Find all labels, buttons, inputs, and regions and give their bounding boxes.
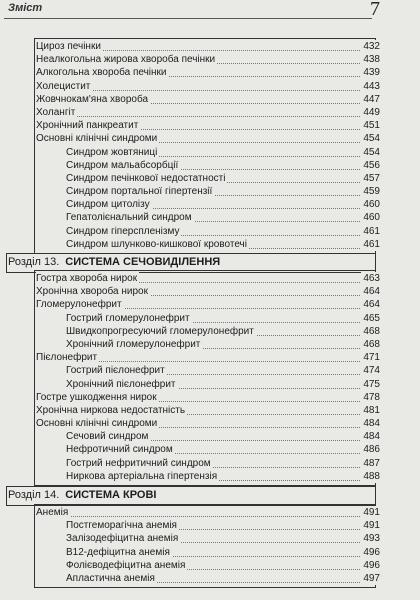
toc-subentry[interactable]: Гострий нефритичний синдром 487: [66, 457, 380, 469]
toc-subentry[interactable]: Синдром мальабсорбції 456: [66, 159, 380, 171]
toc-subentry[interactable]: Синдром шлунково-кишкової кровотечі 461: [66, 238, 380, 250]
toc-entry[interactable]: Холангіт 449: [36, 106, 380, 118]
toc-subentry[interactable]: Гострий пієлонефрит 474: [66, 365, 380, 377]
toc-subentry[interactable]: Швидкопрогресуючий гломерулонефрит 468: [66, 325, 380, 337]
toc-subentry[interactable]: Синдром жовтяниці 454: [66, 146, 380, 158]
header-divider: [4, 18, 372, 19]
toc-subentry[interactable]: Залізодефіцитна анемія 493: [66, 533, 380, 545]
toc-subentry[interactable]: Хронічний гломерулонефрит 468: [66, 338, 380, 350]
toc-subentry[interactable]: B12-дефіцитна анемія 496: [66, 546, 380, 558]
toc-entry[interactable]: Хронічна хвороба нирок 464: [36, 286, 380, 298]
toc-entry[interactable]: Анемія 491: [36, 507, 380, 518]
toc-subentry[interactable]: Синдром цитолізу 460: [66, 199, 380, 211]
page-number: 7: [370, 0, 380, 20]
toc-subentry[interactable]: Постгеморагічна анемія 491: [66, 520, 380, 532]
toc-subentry[interactable]: Ниркова артеріальна гіпертензія 488: [66, 470, 380, 482]
toc-subentry[interactable]: Синдром гіперспленізму 461: [66, 225, 380, 237]
toc-subentry[interactable]: Гепатолієнальний синдром 460: [66, 212, 380, 224]
section-heading-13[interactable]: Розділ 13. СИСТЕМА СЕЧОВИДІЛЕННЯ: [8, 256, 221, 268]
toc-entry[interactable]: Жовчнокам'яна хвороба 447: [36, 93, 380, 105]
toc-entry[interactable]: Основні клінічні синдроми 484: [36, 418, 380, 430]
toc-subentry[interactable]: Гострий гломерулонефрит 465: [66, 312, 380, 324]
toc-entry[interactable]: Холецистит 443: [36, 80, 380, 92]
toc-subentry[interactable]: Сечовий синдром 484: [66, 431, 380, 443]
toc-subentry[interactable]: Апластична анемія 497: [66, 572, 380, 584]
toc-subentry[interactable]: Хронічний пієлонефрит 475: [66, 378, 380, 390]
toc-entry[interactable]: Гостре ушкодження нирок 478: [36, 391, 380, 403]
toc-entry[interactable]: Неалкогольна жирова хвороба печінки 438: [36, 54, 380, 66]
toc-subentry[interactable]: Синдром портальної гіпертензії 459: [66, 186, 380, 198]
toc-subentry[interactable]: Синдром печінкової недостатності 457: [66, 172, 380, 184]
toc-entry[interactable]: Пієлонефрит 471: [36, 352, 380, 364]
toc-subentry[interactable]: Нефротичний синдром 486: [66, 444, 380, 456]
toc-entry[interactable]: Алкогольна хвороба печінки 439: [36, 67, 380, 79]
toc-subentry[interactable]: Фолієводефіцитна анемія 496: [66, 559, 380, 571]
toc-entry[interactable]: Цироз печінки 432: [36, 41, 380, 52]
running-header-title: Зміст: [8, 2, 43, 14]
toc-entry[interactable]: Хронічний панкреатит 451: [36, 120, 380, 132]
toc-entry[interactable]: Основні клінічні синдроми 454: [36, 133, 380, 145]
toc-entry[interactable]: Хронічна ниркова недостатність 481: [36, 404, 380, 416]
toc-entry[interactable]: Гломерулонефрит 464: [36, 299, 380, 311]
section-heading-14[interactable]: Розділ 14. СИСТЕМА КРОВІ: [8, 489, 157, 501]
toc-entry[interactable]: Гостра хвороба нирок 463: [36, 273, 380, 284]
